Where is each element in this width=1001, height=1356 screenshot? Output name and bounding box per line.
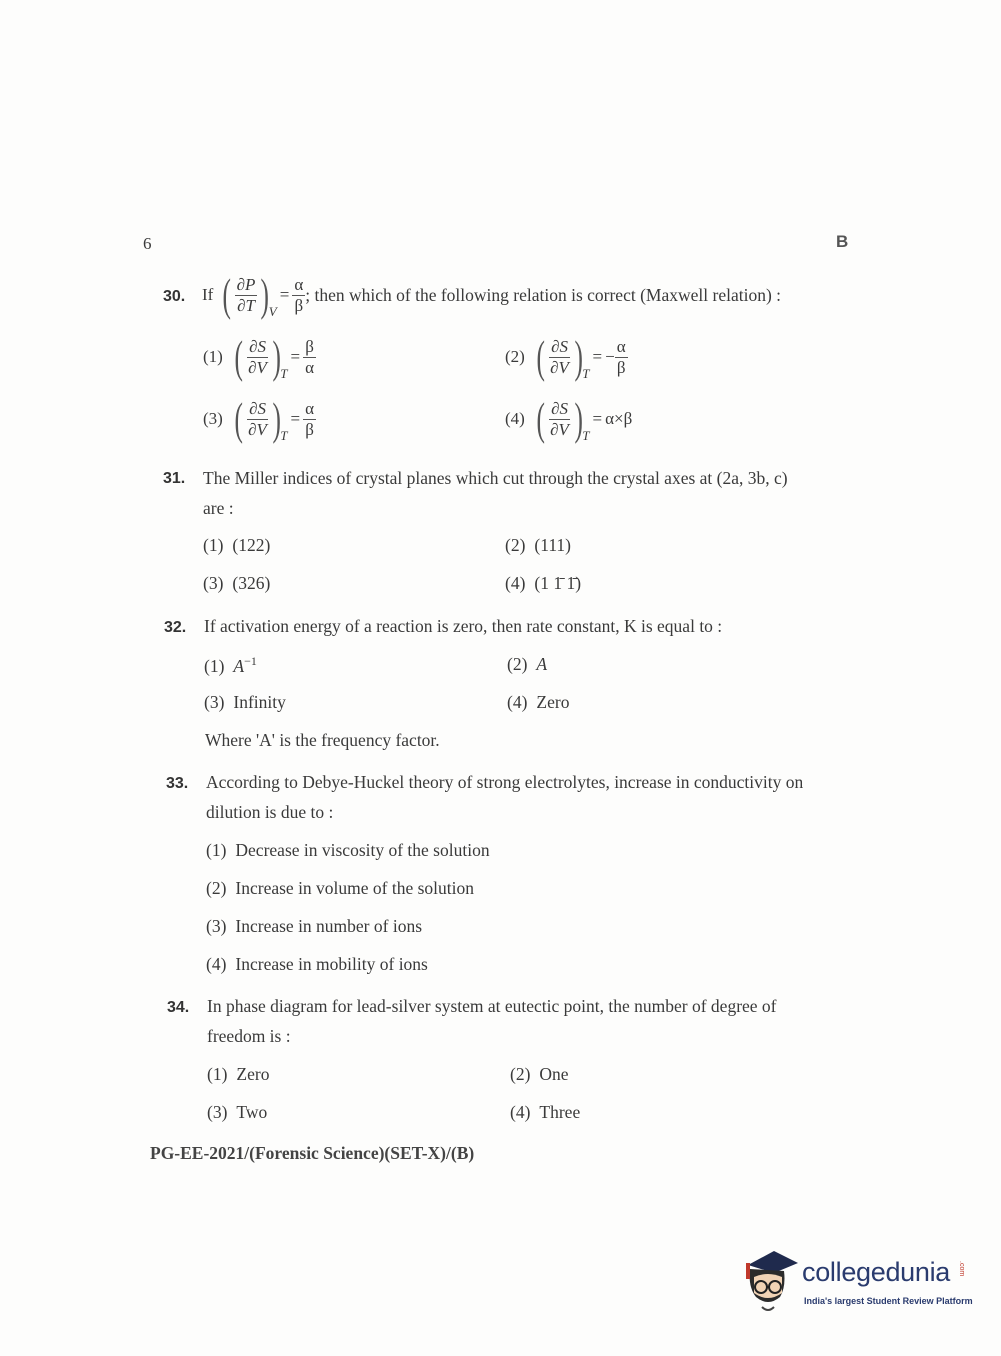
q30-option-1: (1) ( $\frac{\partial S}{\partial V}$ ) T = $\frac{\beta}{\alpha}$ (203, 331, 315, 382)
question-32-text: If activation energy of a reaction is zero, then rate constant, K is equal to : (204, 616, 723, 636)
q30-option-3: (3) ( $\frac{\partial S}{\partial V}$ ) T = $\frac{\alpha}{\beta}$ (203, 393, 315, 444)
paper-code-footer: PG-EE-2021/(Forensic Science)(SET-X)/(B) (150, 1143, 475, 1163)
q33-option-1: (1) Decrease in viscosity of the solution (206, 840, 490, 860)
q33-option-2: (2) Increase in volume of the solution (206, 878, 475, 898)
q32-option-1: (1) $A^{-1}$ (204, 654, 257, 676)
question-number-31: 31. (163, 470, 186, 487)
question-number-33: 33. (166, 775, 189, 792)
question-30-text: ; then which of the following relation is correct (Maxwell relation) : (305, 284, 782, 305)
collegedunia-logo (740, 1247, 973, 1319)
q30-option-4: (4) ( $\frac{\partial S}{\partial V}$ ) T = α×β (505, 393, 633, 444)
mascot-icon (740, 1247, 800, 1315)
q31-option-2: (2) (111) (505, 535, 572, 555)
question-30-stem: If ( $\frac{\partial P}{\partial T}$ ) V = $\frac{\alpha}{\beta}$ ; then which of the following relation is correct (Maxwell relation) : (202, 269, 782, 320)
question-33-text: According to Debye-Huckel theory of strong electrolytes, increase in conductivity on dilution is due to : (206, 772, 804, 822)
q33-option-3: (3) Increase in number of ions (206, 916, 423, 936)
question-number-30: 30. (163, 288, 186, 305)
given-derivative: $\frac{\partial P}{\partial T}$ (236, 274, 256, 315)
q31-option-4: (4) (1 1̄ 1̄) (505, 573, 582, 593)
q34-option-4: (4) Three (510, 1102, 581, 1122)
question-34-text: In phase diagram for lead-silver system at eutectic point, the number of degree of freedom is : (207, 996, 777, 1046)
q31-option-3: (3) (326) (203, 573, 271, 593)
q33-option-4: (4) Increase in mobility of ions (206, 954, 428, 974)
q32-option-3: (3) Infinity (204, 692, 286, 712)
question-31-text: The Miller indices of crystal planes which cut through the crystal axes at (2a, 3b, c) are : (203, 468, 788, 518)
given-ratio: $\frac{\alpha}{\beta}$ (294, 274, 304, 315)
logo-wordmark: collegedunia (802, 1257, 951, 1287)
q32-option-4: (4) Zero (507, 692, 570, 712)
question-number-32: 32. (164, 619, 187, 636)
question-30-if: If (202, 285, 214, 304)
q34-option-2: (2) One (510, 1064, 569, 1084)
q32-note: Where 'A' is the frequency factor. (205, 730, 440, 750)
logo-tagline: India's largest Student Review Platform (804, 1296, 973, 1306)
page-number: 6 (143, 234, 152, 253)
set-letter: B (836, 232, 849, 251)
q32-option-2: (2) A (507, 654, 548, 674)
q31-option-1: (1) (122) (203, 535, 271, 555)
q34-option-3: (3) Two (207, 1102, 268, 1122)
logo-dotcom: .com (958, 1261, 965, 1277)
q34-option-1: (1) Zero (207, 1064, 270, 1084)
question-number-34: 34. (167, 999, 190, 1016)
q30-option-2: (2) ( $\frac{\partial S}{\partial V}$ ) T = − $\frac{\alpha}{\beta}$ (505, 331, 626, 382)
